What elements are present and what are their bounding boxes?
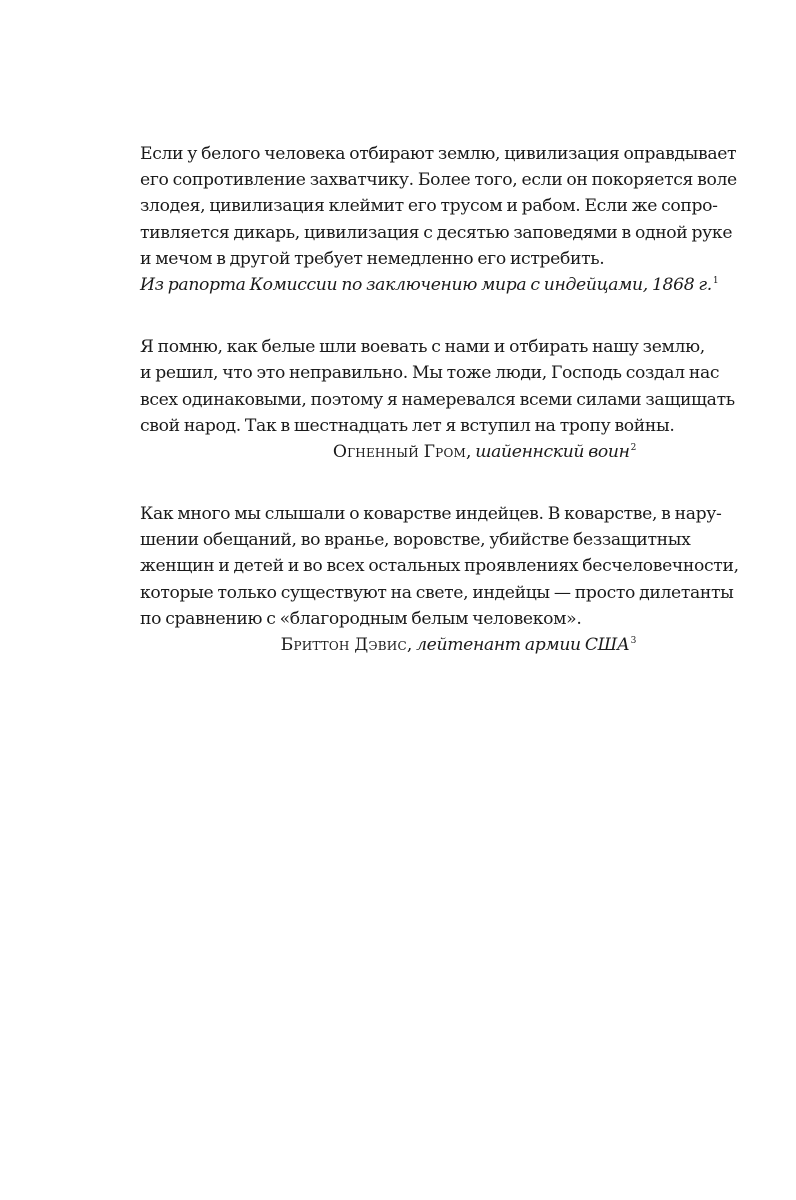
epigraph-line: шении обещаний, во вранье, воровстве, убийстве беззащитных — [140, 530, 691, 551]
epigraph-line: и решил, что это неправильно. Мы тоже люди, Господь создал нас — [140, 363, 720, 384]
epigraph-line: Я помню, как белые шли воевать с нами и отбирать нашу землю, — [140, 337, 705, 358]
epigraph-line: его сопротивление захватчику. Более того, если он покоряется воле — [140, 170, 737, 191]
footnote-marker[interactable]: 2 — [630, 443, 636, 454]
epigraph-3 — [140, 501, 739, 658]
attribution-author: Бриттон Дэвис — [280, 635, 407, 655]
epigraph-attribution: Огненный Гром, шайеннский воин$^2$ — [332, 441, 636, 462]
epigraph-attribution — [140, 272, 719, 298]
epigraph-line: злодея, цивилизация клеймит его трусом и рабом. Если же сопро- — [140, 196, 718, 217]
epigraph-line: по сравнению с «благородным белым человеком». — [140, 608, 582, 629]
epigraph-line: и мечом в другой требует немедленно его истребить. — [140, 248, 605, 269]
attribution-source: Из рапорта Комиссии по заключению мира с индейцами, 1868 г. — [140, 274, 712, 295]
epigraph-line: Если у белого человека отбирают землю, цивилизация оправдывает — [140, 144, 737, 164]
epigraph-line: всех одинаковыми, поэтому я намеревался всеми силами защищать — [140, 389, 735, 410]
epigraph-line: тивляется дикарь, цивилизация с десятью заповедями в одной руке — [140, 222, 733, 243]
attribution-author: Огненный Гром — [332, 441, 466, 462]
epigraph-1 — [140, 141, 737, 298]
epigraph-2 — [140, 334, 735, 465]
epigraph-attribution: Бриттон Дэвис, лейтенант армии США$^3$ — [280, 635, 636, 655]
epigraph-line: свой народ. Так в шестнадцать лет я вступил на тропу войны. — [140, 415, 675, 436]
epigraph-line: которые только существуют на свете, индейцы — просто дилетанты — [140, 582, 734, 603]
epigraph-line: женщин и детей и во всех остальных проявлениях бесчеловечности, — [140, 556, 739, 577]
book-page — [140, 141, 739, 658]
footnote-marker[interactable]: 1 — [712, 276, 719, 287]
attribution-role: лейтенант армии США — [416, 635, 630, 655]
attribution-role: шайеннский воин — [475, 441, 630, 462]
footnote-marker[interactable]: 3 — [630, 636, 636, 647]
epigraph-line: Как много мы слышали о коварстве индейцев. В коварстве, в нару- — [140, 504, 722, 525]
